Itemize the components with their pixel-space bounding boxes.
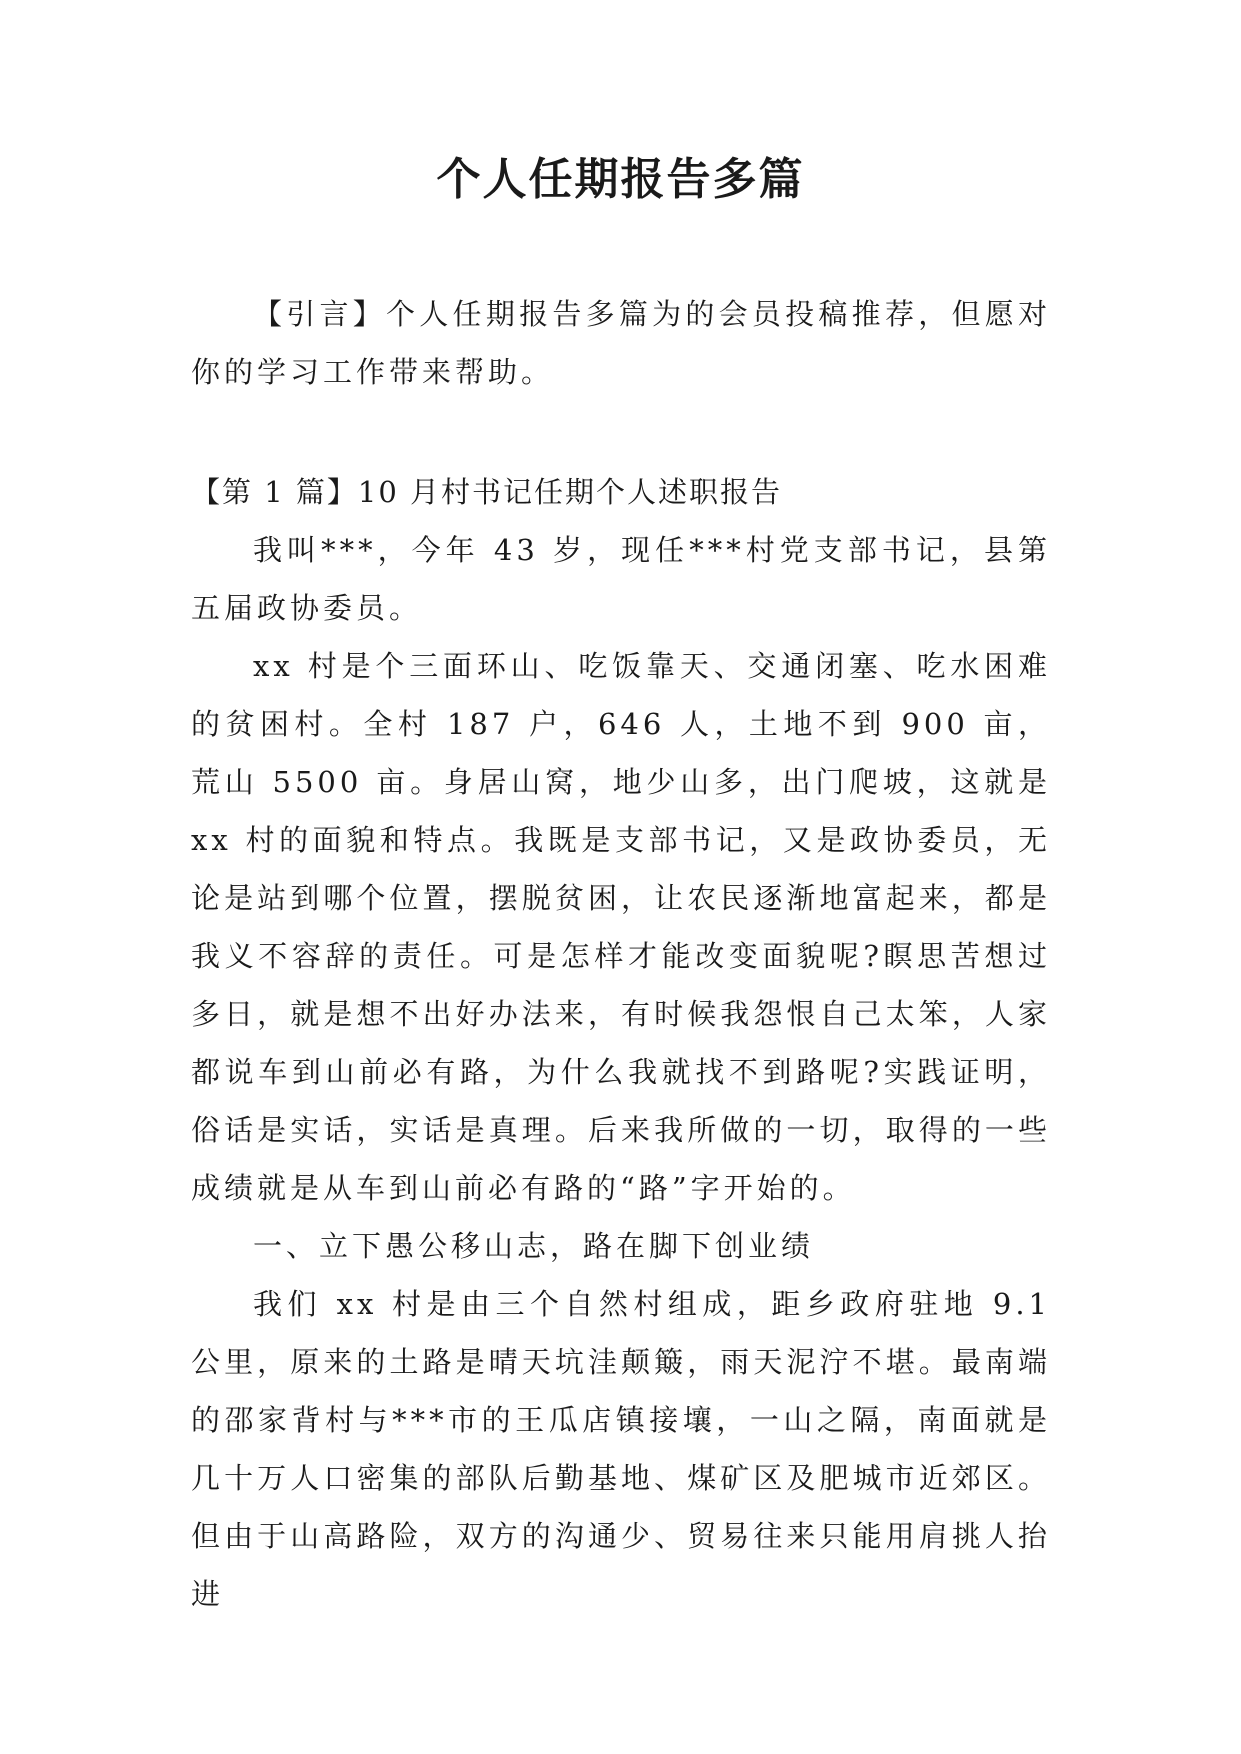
section-heading: 【第 1 篇】10 月村书记任期个人述职报告 xyxy=(191,475,783,509)
subheading: 一、立下愚公移山志，路在脚下创业绩 xyxy=(253,1229,815,1263)
paragraph: xx 村是个三面环山、吃饭靠天、交通闭塞、吃水困难的贫困村。全村 187 户，646 人，土地不到 900 亩，荒山 5500 亩。身居山窝，地少山多，出门爬坡，这就是 xx 村的面貌和特点。我既是支部书记，又是政协委员，无论是站到哪个位置，摆脱贫困，让农民逐渐地富起来，都是我义不容辞的责任。可是怎样才能改变面貌呢?瞑思苦想过多日，就是想不出好办法来，有时候我怨恨自己太笨，人家都说车到山前必有路，为什么我就找不到路呢?实践证明，俗话是实话，实话是真理。后来我所做的一切，取得的一些成绩就是从车到山前必有路的“路”字开始的。 xyxy=(191,649,1051,1205)
paragraph: 我叫***，今年 43 岁，现任***村党支部书记，县第五届政协委员。 xyxy=(191,533,1051,625)
document-title: 个人任期报告多篇 xyxy=(436,154,805,205)
intro-paragraph: 【引言】个人任期报告多篇为的会员投稿推荐，但愿对你的学习工作带来帮助。 xyxy=(191,297,1051,389)
paragraph: 我们 xx 村是由三个自然村组成，距乡政府驻地 9.1 公里，原来的土路是晴天坑洼颠簸，雨天泥泞不堪。最南端的邵家背村与***市的王瓜店镇接壤，一山之隔，南面就是几十万人口密集的部队后勤基地、煤矿区及肥城市近郊区。但由于山高路险，双方的沟通少、贸易往来只能用肩挑人抬进 xyxy=(191,1287,1051,1611)
section-body xyxy=(191,521,1051,1623)
